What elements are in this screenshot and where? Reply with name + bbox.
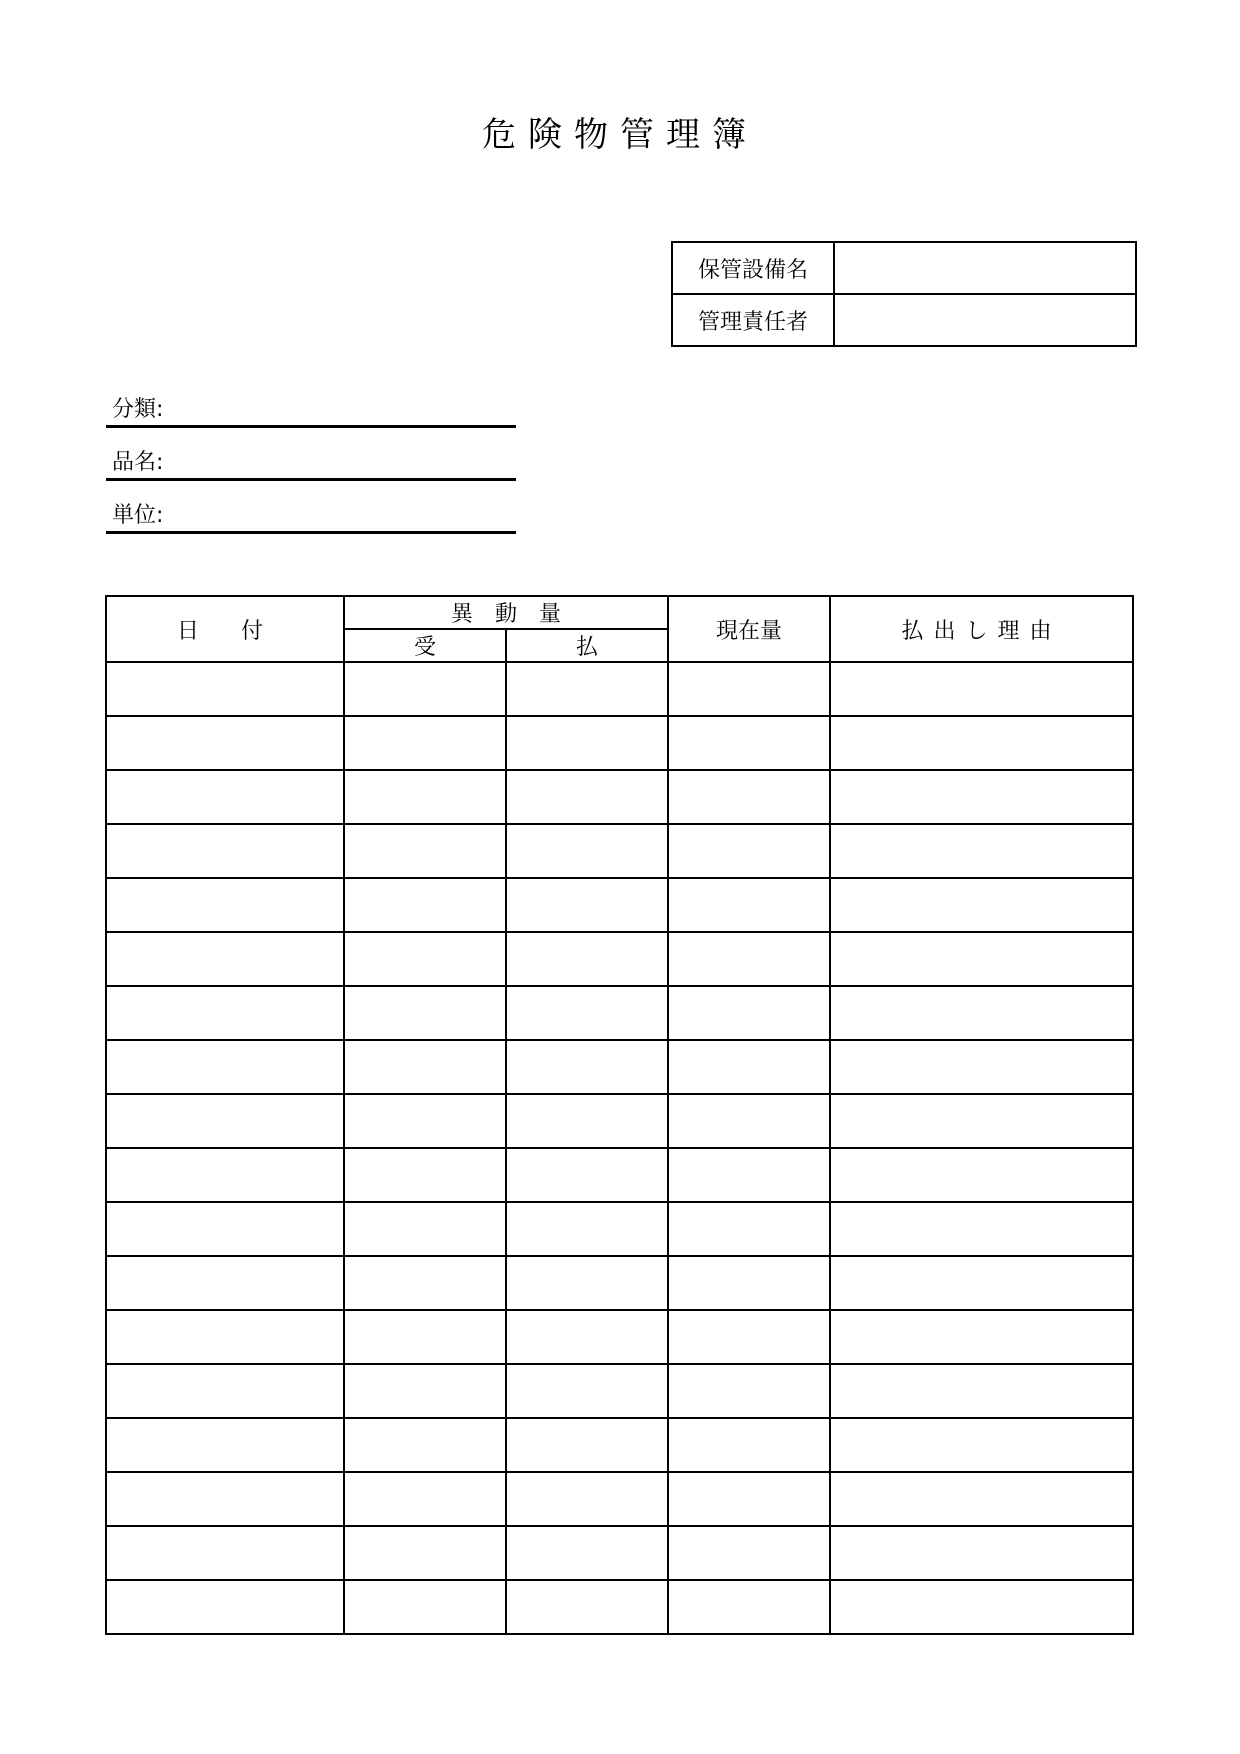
table-row — [106, 986, 1133, 1040]
received-cell[interactable] — [344, 716, 506, 770]
current-amount-cell[interactable] — [668, 1310, 830, 1364]
reason-cell[interactable] — [830, 662, 1133, 716]
reason-cell[interactable] — [830, 1256, 1133, 1310]
header-paid: 払 — [506, 629, 668, 662]
table-row — [106, 824, 1133, 878]
reason-cell[interactable] — [830, 770, 1133, 824]
received-cell[interactable] — [344, 1040, 506, 1094]
received-cell[interactable] — [344, 932, 506, 986]
paid-cell[interactable] — [506, 1580, 668, 1634]
reason-cell[interactable] — [830, 716, 1133, 770]
paid-cell[interactable] — [506, 1472, 668, 1526]
current-amount-cell[interactable] — [668, 1256, 830, 1310]
manager-label: 管理責任者 — [672, 294, 834, 346]
date-cell[interactable] — [106, 986, 344, 1040]
received-cell[interactable] — [344, 878, 506, 932]
reason-cell[interactable] — [830, 878, 1133, 932]
received-cell[interactable] — [344, 1580, 506, 1634]
paid-cell[interactable] — [506, 986, 668, 1040]
received-cell[interactable] — [344, 662, 506, 716]
page-title: 危険物管理簿 — [482, 115, 758, 155]
current-amount-cell[interactable] — [668, 770, 830, 824]
reason-cell[interactable] — [830, 1472, 1133, 1526]
date-cell[interactable] — [106, 1148, 344, 1202]
current-amount-cell[interactable] — [668, 1040, 830, 1094]
date-cell[interactable] — [106, 1310, 344, 1364]
date-cell[interactable] — [106, 824, 344, 878]
received-cell[interactable] — [344, 1526, 506, 1580]
received-cell[interactable] — [344, 1148, 506, 1202]
reason-cell[interactable] — [830, 1040, 1133, 1094]
paid-cell[interactable] — [506, 1364, 668, 1418]
received-cell[interactable] — [344, 1094, 506, 1148]
table-row — [106, 932, 1133, 986]
table-row — [106, 1256, 1133, 1310]
date-cell[interactable] — [106, 1040, 344, 1094]
paid-cell[interactable] — [506, 662, 668, 716]
category-field[interactable] — [106, 395, 516, 428]
reason-cell[interactable] — [830, 1094, 1133, 1148]
paid-cell[interactable] — [506, 932, 668, 986]
paid-cell[interactable] — [506, 1094, 668, 1148]
date-cell[interactable] — [106, 662, 344, 716]
table-row — [106, 770, 1133, 824]
current-amount-cell[interactable] — [668, 1094, 830, 1148]
received-cell[interactable] — [344, 1310, 506, 1364]
category-label: 分類: — [112, 397, 164, 422]
table-row — [106, 1580, 1133, 1634]
table-row — [106, 716, 1133, 770]
received-cell[interactable] — [344, 1202, 506, 1256]
reason-cell[interactable] — [830, 932, 1133, 986]
current-amount-cell[interactable] — [668, 662, 830, 716]
header-change-amount: 異 動 量 — [344, 596, 668, 629]
received-cell[interactable] — [344, 1364, 506, 1418]
current-amount-cell[interactable] — [668, 1364, 830, 1418]
reason-cell[interactable] — [830, 1580, 1133, 1634]
table-row — [106, 1310, 1133, 1364]
date-cell[interactable] — [106, 770, 344, 824]
date-cell[interactable] — [106, 1202, 344, 1256]
current-amount-cell[interactable] — [668, 1526, 830, 1580]
table-row — [106, 878, 1133, 932]
unit-label: 単位: — [112, 503, 164, 528]
paid-cell[interactable] — [506, 1040, 668, 1094]
header-current-amount: 現在量 — [668, 596, 830, 662]
date-cell[interactable] — [106, 1256, 344, 1310]
reason-cell[interactable] — [830, 1148, 1133, 1202]
header-received: 受 — [344, 629, 506, 662]
date-cell[interactable] — [106, 1472, 344, 1526]
current-amount-cell[interactable] — [668, 1580, 830, 1634]
date-cell[interactable] — [106, 932, 344, 986]
reason-cell[interactable] — [830, 824, 1133, 878]
paid-cell[interactable] — [506, 1310, 668, 1364]
date-cell[interactable] — [106, 1526, 344, 1580]
table-row — [106, 1364, 1133, 1418]
paid-cell[interactable] — [506, 824, 668, 878]
table-row — [106, 1418, 1133, 1472]
paid-cell[interactable] — [506, 1148, 668, 1202]
date-cell[interactable] — [106, 1094, 344, 1148]
table-row — [106, 662, 1133, 716]
paid-cell[interactable] — [506, 1418, 668, 1472]
table-row — [106, 1472, 1133, 1526]
storage-field[interactable] — [834, 242, 1136, 294]
header-reason: 払出し理由 — [830, 596, 1133, 662]
date-cell[interactable] — [106, 1364, 344, 1418]
received-cell[interactable] — [344, 824, 506, 878]
unit-field[interactable] — [106, 501, 516, 534]
current-amount-cell[interactable] — [668, 1472, 830, 1526]
reason-cell[interactable] — [830, 1310, 1133, 1364]
current-amount-cell[interactable] — [668, 932, 830, 986]
paid-cell[interactable] — [506, 878, 668, 932]
item-name-label: 品名: — [112, 450, 164, 475]
current-amount-cell[interactable] — [668, 1202, 830, 1256]
reason-cell[interactable] — [830, 986, 1133, 1040]
item-name-field[interactable] — [106, 448, 516, 481]
date-cell[interactable] — [106, 1580, 344, 1634]
table-row — [106, 1094, 1133, 1148]
management-log-table — [105, 595, 1134, 1635]
paid-cell[interactable] — [506, 770, 668, 824]
paid-cell[interactable] — [506, 1202, 668, 1256]
received-cell[interactable] — [344, 1256, 506, 1310]
received-cell[interactable] — [344, 770, 506, 824]
paid-cell[interactable] — [506, 1526, 668, 1580]
received-cell[interactable] — [344, 986, 506, 1040]
current-amount-cell[interactable] — [668, 878, 830, 932]
reason-cell[interactable] — [830, 1364, 1133, 1418]
current-amount-cell[interactable] — [668, 986, 830, 1040]
received-cell[interactable] — [344, 1472, 506, 1526]
table-row — [106, 1202, 1133, 1256]
date-cell[interactable] — [106, 878, 344, 932]
current-amount-cell[interactable] — [668, 1148, 830, 1202]
reason-cell[interactable] — [830, 1418, 1133, 1472]
current-amount-cell[interactable] — [668, 1418, 830, 1472]
reason-cell[interactable] — [830, 1526, 1133, 1580]
current-amount-cell[interactable] — [668, 824, 830, 878]
header-date: 日 付 — [106, 596, 344, 662]
table-row — [106, 1040, 1133, 1094]
reason-cell[interactable] — [830, 1202, 1133, 1256]
date-cell[interactable] — [106, 716, 344, 770]
table-row — [106, 1526, 1133, 1580]
date-cell[interactable] — [106, 1418, 344, 1472]
info-box — [671, 241, 1137, 347]
paid-cell[interactable] — [506, 716, 668, 770]
storage-label: 保管設備名 — [672, 242, 834, 294]
table-row — [106, 1148, 1133, 1202]
current-amount-cell[interactable] — [668, 716, 830, 770]
paid-cell[interactable] — [506, 1256, 668, 1310]
received-cell[interactable] — [344, 1418, 506, 1472]
manager-field[interactable] — [834, 294, 1136, 346]
